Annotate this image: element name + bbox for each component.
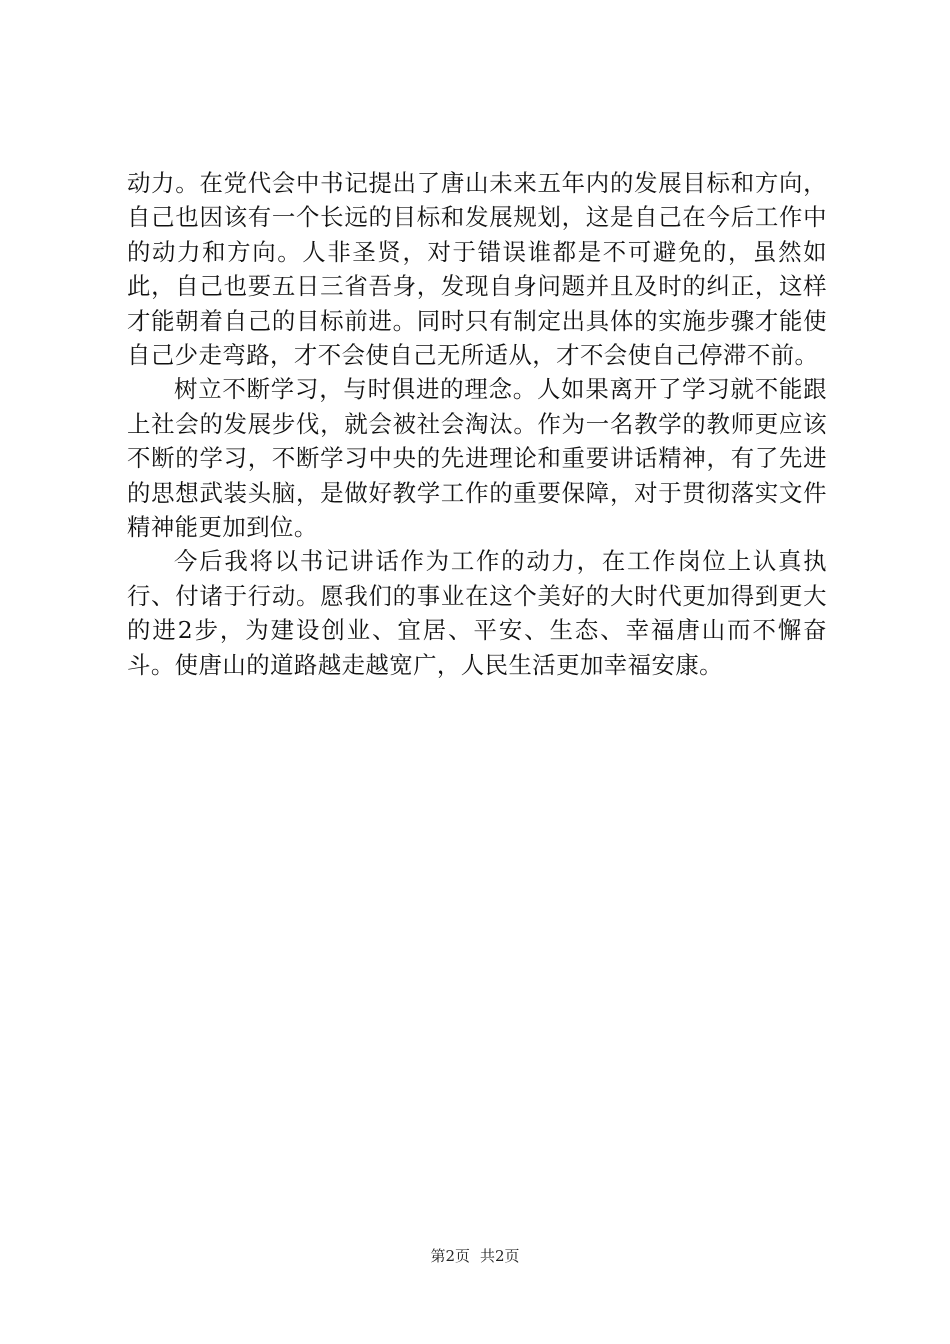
paragraph-3: 今后我将以书记讲话作为工作的动力，在工作岗位上认真执行、付诸于行动。愿我们的事业在这个美好的大时代更加得到更大的进2步，为建设创业、宜居、平安、生态、幸福唐山而不懈奋斗。使唐山的道路越走越宽广，人民生活更加幸福安康。	[127, 547, 827, 679]
document-body	[127, 166, 827, 682]
page-number: 第2页	[430, 1247, 470, 1265]
paragraph-1: 动力。在党代会中书记提出了唐山未来五年内的发展目标和方向，自己也因该有一个长远的目标和发展规划，这是自己在今后工作中的动力和方向。人非圣贤，对于错误谁都是不可避免的，虽然如此，自己也要五日三省吾身，发现自身问题并且及时的纠正，这样才能朝着自己的目标前进。同时只有制定出具体的实施步骤才能使自己少走弯路，才不会使自己无所适从，才不会使自己停滞不前。	[127, 169, 827, 370]
page-total: 共2页	[480, 1247, 520, 1265]
paragraph-2: 树立不断学习，与时俱进的理念。人如果离开了学习就不能跟上社会的发展步伐，就会被社会淘汰。作为一名教学的教师更应该不断的学习，不断学习中央的先进理论和重要讲话精神，有了先进的思想武装头脑，是做好教学工作的重要保障，对于贯彻落实文件精神能更加到位。	[127, 375, 827, 542]
page-footer	[0, 1246, 950, 1266]
